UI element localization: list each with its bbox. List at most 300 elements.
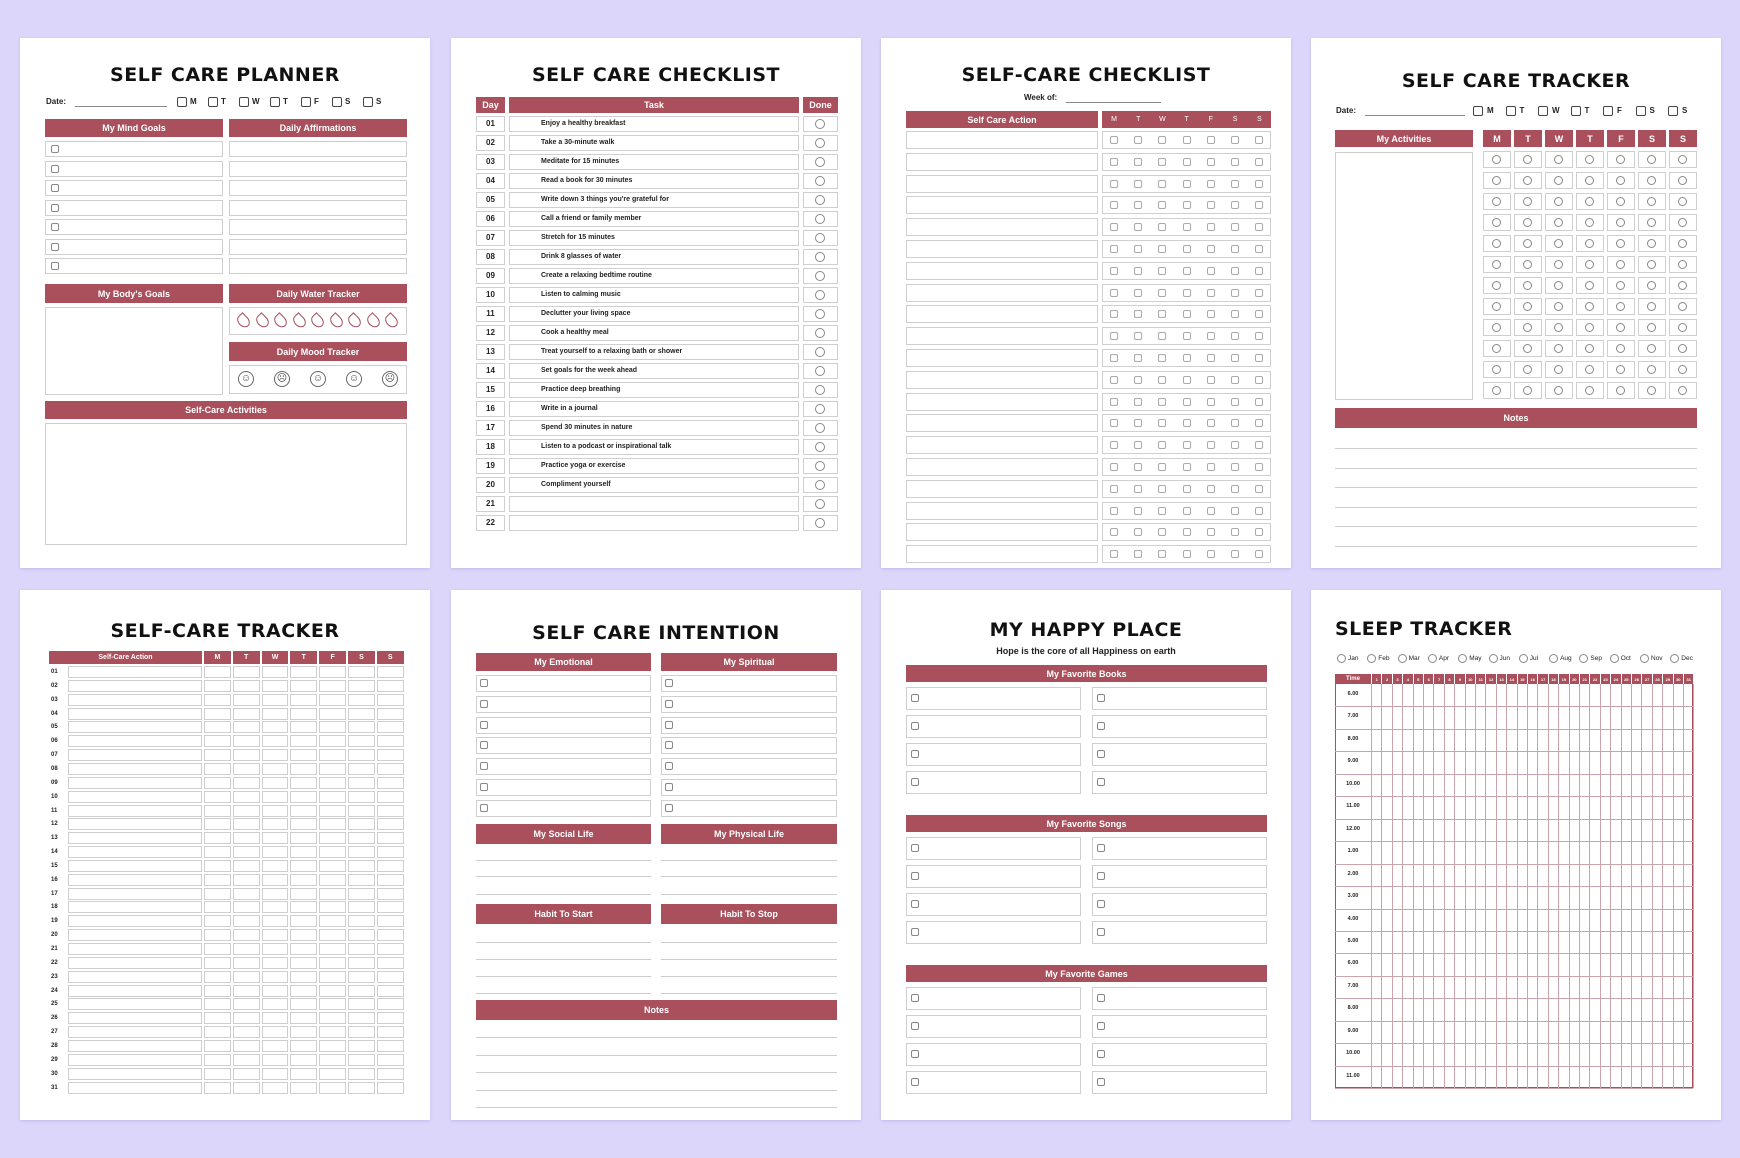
day-cell[interactable] (204, 860, 231, 872)
day-cell[interactable] (262, 1012, 289, 1024)
weekday-checkbox[interactable] (363, 97, 373, 107)
day-cell[interactable] (348, 860, 375, 872)
day-checkbox[interactable] (1134, 419, 1142, 427)
mind-goal-checkbox[interactable] (51, 204, 59, 212)
tracker-checkbox[interactable] (1678, 260, 1687, 269)
day-checkbox[interactable] (1207, 463, 1215, 471)
day-cell[interactable] (319, 1054, 346, 1066)
day-checkbox[interactable] (1255, 180, 1263, 188)
favorite-row[interactable] (906, 1015, 1081, 1038)
action-cell[interactable] (906, 240, 1098, 258)
day-cell[interactable] (233, 998, 260, 1010)
weekday-checkbox[interactable] (1668, 106, 1678, 116)
favorite-checkbox[interactable] (911, 750, 919, 758)
day-cell[interactable] (233, 971, 260, 983)
action-cell[interactable] (906, 175, 1098, 193)
day-cell[interactable] (233, 1082, 260, 1094)
month-radio[interactable] (1367, 654, 1376, 663)
tracker-checkbox[interactable] (1554, 281, 1563, 290)
tracker-checkbox[interactable] (1492, 281, 1501, 290)
spiritual-row[interactable] (661, 758, 837, 775)
action-cell[interactable] (68, 694, 202, 706)
day-cell[interactable] (348, 943, 375, 955)
month-radio[interactable] (1549, 654, 1558, 663)
favorite-row[interactable] (1092, 743, 1267, 766)
done-checkbox[interactable] (815, 157, 825, 167)
day-cell[interactable] (290, 1040, 317, 1052)
day-checkbox[interactable] (1110, 398, 1118, 406)
mind-goal-checkbox[interactable] (51, 184, 59, 192)
day-cell[interactable] (262, 929, 289, 941)
day-checkbox[interactable] (1110, 419, 1118, 427)
day-cell[interactable] (377, 805, 404, 817)
tracker-checkbox[interactable] (1647, 155, 1656, 164)
day-checkbox[interactable] (1134, 180, 1142, 188)
action-cell[interactable] (68, 680, 202, 692)
day-checkbox[interactable] (1158, 289, 1166, 297)
day-cell[interactable] (290, 708, 317, 720)
action-cell[interactable] (68, 901, 202, 913)
day-checkbox[interactable] (1207, 528, 1215, 536)
mind-goal-row[interactable] (45, 141, 223, 157)
action-cell[interactable] (68, 915, 202, 927)
day-cell[interactable] (262, 1082, 289, 1094)
day-cell[interactable] (233, 846, 260, 858)
day-cell[interactable] (348, 901, 375, 913)
month-radio[interactable] (1337, 654, 1346, 663)
day-checkbox[interactable] (1183, 223, 1191, 231)
emotional-checkbox[interactable] (480, 783, 488, 791)
favorite-checkbox[interactable] (911, 694, 919, 702)
day-cell[interactable] (262, 998, 289, 1010)
day-cell[interactable] (377, 1026, 404, 1038)
day-cell[interactable] (262, 860, 289, 872)
day-checkbox[interactable] (1231, 180, 1239, 188)
tracker-checkbox[interactable] (1492, 197, 1501, 206)
day-cell[interactable] (262, 971, 289, 983)
day-checkbox[interactable] (1255, 419, 1263, 427)
tracker-checkbox[interactable] (1554, 176, 1563, 185)
day-cell[interactable] (319, 943, 346, 955)
day-checkbox[interactable] (1183, 289, 1191, 297)
notes-line[interactable] (476, 1037, 837, 1038)
habit-stop-line[interactable] (661, 942, 837, 943)
emotional-checkbox[interactable] (480, 741, 488, 749)
day-checkbox[interactable] (1255, 398, 1263, 406)
day-cell[interactable] (377, 708, 404, 720)
favorite-checkbox[interactable] (911, 872, 919, 880)
mood-face-icon[interactable]: ☺ (238, 371, 254, 387)
mind-goal-checkbox[interactable] (51, 243, 59, 251)
action-cell[interactable] (906, 218, 1098, 236)
tracker-checkbox[interactable] (1585, 155, 1594, 164)
action-cell[interactable] (906, 327, 1098, 345)
physical-line[interactable] (661, 860, 837, 861)
day-cell[interactable] (348, 1082, 375, 1094)
day-cell[interactable] (233, 860, 260, 872)
day-checkbox[interactable] (1183, 267, 1191, 275)
day-checkbox[interactable] (1134, 550, 1142, 558)
social-line[interactable] (476, 894, 651, 895)
action-cell[interactable] (68, 957, 202, 969)
day-checkbox[interactable] (1158, 463, 1166, 471)
day-cell[interactable] (204, 915, 231, 927)
tracker-checkbox[interactable] (1678, 197, 1687, 206)
action-cell[interactable] (68, 763, 202, 775)
day-cell[interactable] (319, 985, 346, 997)
day-checkbox[interactable] (1110, 463, 1118, 471)
emotional-checkbox[interactable] (480, 679, 488, 687)
notes-line[interactable] (1335, 507, 1697, 508)
day-cell[interactable] (233, 985, 260, 997)
day-cell[interactable] (262, 1054, 289, 1066)
day-checkbox[interactable] (1110, 332, 1118, 340)
day-checkbox[interactable] (1183, 354, 1191, 362)
day-checkbox[interactable] (1110, 528, 1118, 536)
day-cell[interactable] (204, 998, 231, 1010)
notes-line[interactable] (1335, 546, 1697, 547)
tracker-checkbox[interactable] (1647, 197, 1656, 206)
day-cell[interactable] (319, 777, 346, 789)
tracker-checkbox[interactable] (1678, 386, 1687, 395)
day-checkbox[interactable] (1183, 419, 1191, 427)
action-cell[interactable] (68, 1040, 202, 1052)
action-cell[interactable] (68, 971, 202, 983)
action-cell[interactable] (68, 818, 202, 830)
favorite-row[interactable] (906, 1071, 1081, 1094)
day-cell[interactable] (348, 721, 375, 733)
day-checkbox[interactable] (1183, 332, 1191, 340)
spiritual-row[interactable] (661, 696, 837, 713)
favorite-checkbox[interactable] (911, 1022, 919, 1030)
day-checkbox[interactable] (1207, 376, 1215, 384)
day-checkbox[interactable] (1207, 310, 1215, 318)
day-checkbox[interactable] (1158, 267, 1166, 275)
day-checkbox[interactable] (1134, 136, 1142, 144)
day-checkbox[interactable] (1158, 245, 1166, 253)
day-cell[interactable] (262, 1026, 289, 1038)
weekday-checkbox[interactable] (270, 97, 280, 107)
day-checkbox[interactable] (1231, 136, 1239, 144)
day-cell[interactable] (262, 846, 289, 858)
tracker-checkbox[interactable] (1554, 344, 1563, 353)
day-cell[interactable] (319, 1068, 346, 1080)
day-checkbox[interactable] (1134, 267, 1142, 275)
day-cell[interactable] (377, 971, 404, 983)
action-cell[interactable] (906, 436, 1098, 454)
favorite-row[interactable] (906, 715, 1081, 738)
day-checkbox[interactable] (1134, 354, 1142, 362)
affirmation-row[interactable] (229, 219, 407, 235)
day-cell[interactable] (348, 998, 375, 1010)
favorite-checkbox[interactable] (1097, 1022, 1105, 1030)
day-checkbox[interactable] (1231, 201, 1239, 209)
day-cell[interactable] (348, 846, 375, 858)
day-checkbox[interactable] (1255, 310, 1263, 318)
physical-line[interactable] (661, 876, 837, 877)
habit-stop-line[interactable] (661, 976, 837, 977)
habit-start-line[interactable] (476, 959, 651, 960)
done-checkbox[interactable] (815, 252, 825, 262)
done-checkbox[interactable] (815, 423, 825, 433)
day-checkbox[interactable] (1255, 354, 1263, 362)
mind-goal-row[interactable] (45, 239, 223, 255)
tracker-checkbox[interactable] (1678, 176, 1687, 185)
activities-box[interactable] (1335, 152, 1473, 400)
day-cell[interactable] (290, 818, 317, 830)
day-cell[interactable] (262, 915, 289, 927)
tracker-checkbox[interactable] (1678, 155, 1687, 164)
tracker-checkbox[interactable] (1585, 260, 1594, 269)
done-checkbox[interactable] (815, 138, 825, 148)
day-cell[interactable] (204, 749, 231, 761)
day-cell[interactable] (204, 1040, 231, 1052)
day-checkbox[interactable] (1158, 419, 1166, 427)
favorite-row[interactable] (906, 771, 1081, 794)
favorite-row[interactable] (1092, 771, 1267, 794)
day-checkbox[interactable] (1231, 507, 1239, 515)
day-cell[interactable] (233, 818, 260, 830)
day-checkbox[interactable] (1255, 507, 1263, 515)
day-cell[interactable] (204, 805, 231, 817)
day-cell[interactable] (377, 1068, 404, 1080)
day-checkbox[interactable] (1231, 376, 1239, 384)
day-cell[interactable] (377, 888, 404, 900)
tracker-checkbox[interactable] (1647, 176, 1656, 185)
action-cell[interactable] (906, 349, 1098, 367)
action-cell[interactable] (906, 502, 1098, 520)
day-cell[interactable] (290, 832, 317, 844)
spiritual-checkbox[interactable] (665, 741, 673, 749)
tracker-checkbox[interactable] (1523, 323, 1532, 332)
action-cell[interactable] (906, 196, 1098, 214)
day-cell[interactable] (262, 1040, 289, 1052)
day-checkbox[interactable] (1231, 289, 1239, 297)
day-checkbox[interactable] (1207, 158, 1215, 166)
day-cell[interactable] (348, 1012, 375, 1024)
favorite-row[interactable] (1092, 865, 1267, 888)
day-checkbox[interactable] (1110, 158, 1118, 166)
day-checkbox[interactable] (1255, 223, 1263, 231)
month-radio[interactable] (1428, 654, 1437, 663)
day-checkbox[interactable] (1183, 158, 1191, 166)
affirmation-row[interactable] (229, 239, 407, 255)
day-checkbox[interactable] (1134, 223, 1142, 231)
tracker-checkbox[interactable] (1523, 176, 1532, 185)
emotional-row[interactable] (476, 696, 651, 713)
day-cell[interactable] (204, 1082, 231, 1094)
day-checkbox[interactable] (1231, 245, 1239, 253)
day-checkbox[interactable] (1158, 528, 1166, 536)
emotional-row[interactable] (476, 779, 651, 796)
day-checkbox[interactable] (1207, 398, 1215, 406)
action-cell[interactable] (68, 943, 202, 955)
day-cell[interactable] (233, 708, 260, 720)
day-cell[interactable] (319, 735, 346, 747)
day-cell[interactable] (262, 666, 289, 678)
done-checkbox[interactable] (815, 385, 825, 395)
day-cell[interactable] (233, 680, 260, 692)
day-cell[interactable] (204, 832, 231, 844)
day-cell[interactable] (262, 957, 289, 969)
day-checkbox[interactable] (1134, 310, 1142, 318)
habit-stop-line[interactable] (661, 993, 837, 994)
day-checkbox[interactable] (1255, 485, 1263, 493)
tracker-checkbox[interactable] (1585, 344, 1594, 353)
day-checkbox[interactable] (1110, 136, 1118, 144)
day-checkbox[interactable] (1207, 419, 1215, 427)
day-cell[interactable] (319, 818, 346, 830)
action-cell[interactable] (906, 153, 1098, 171)
habit-start-line[interactable] (476, 942, 651, 943)
month-radio[interactable] (1610, 654, 1619, 663)
done-checkbox[interactable] (815, 518, 825, 528)
tracker-checkbox[interactable] (1647, 302, 1656, 311)
action-cell[interactable] (906, 458, 1098, 476)
favorite-checkbox[interactable] (911, 778, 919, 786)
done-checkbox[interactable] (815, 290, 825, 300)
emotional-row[interactable] (476, 717, 651, 734)
emotional-checkbox[interactable] (480, 762, 488, 770)
month-radio[interactable] (1489, 654, 1498, 663)
day-cell[interactable] (204, 791, 231, 803)
day-cell[interactable] (290, 694, 317, 706)
favorite-checkbox[interactable] (1097, 1078, 1105, 1086)
tracker-checkbox[interactable] (1523, 155, 1532, 164)
day-cell[interactable] (262, 805, 289, 817)
done-checkbox[interactable] (815, 214, 825, 224)
action-cell[interactable] (68, 860, 202, 872)
favorite-checkbox[interactable] (911, 722, 919, 730)
done-checkbox[interactable] (815, 347, 825, 357)
favorite-checkbox[interactable] (1097, 994, 1105, 1002)
favorite-row[interactable] (1092, 1071, 1267, 1094)
day-checkbox[interactable] (1158, 332, 1166, 340)
affirmation-row[interactable] (229, 258, 407, 274)
tracker-checkbox[interactable] (1554, 323, 1563, 332)
favorite-row[interactable] (906, 687, 1081, 710)
day-checkbox[interactable] (1255, 550, 1263, 558)
weekday-checkbox[interactable] (301, 97, 311, 107)
day-cell[interactable] (377, 666, 404, 678)
day-checkbox[interactable] (1255, 245, 1263, 253)
day-cell[interactable] (233, 1068, 260, 1080)
action-cell[interactable] (68, 1082, 202, 1094)
day-cell[interactable] (377, 791, 404, 803)
day-checkbox[interactable] (1134, 332, 1142, 340)
day-cell[interactable] (233, 805, 260, 817)
day-cell[interactable] (319, 901, 346, 913)
day-cell[interactable] (319, 749, 346, 761)
tracker-checkbox[interactable] (1678, 302, 1687, 311)
tracker-checkbox[interactable] (1647, 218, 1656, 227)
day-checkbox[interactable] (1134, 485, 1142, 493)
day-cell[interactable] (319, 708, 346, 720)
day-cell[interactable] (262, 763, 289, 775)
day-checkbox[interactable] (1134, 289, 1142, 297)
action-cell[interactable] (906, 305, 1098, 323)
favorite-checkbox[interactable] (1097, 750, 1105, 758)
day-checkbox[interactable] (1231, 267, 1239, 275)
day-cell[interactable] (377, 1082, 404, 1094)
day-checkbox[interactable] (1110, 507, 1118, 515)
tracker-checkbox[interactable] (1492, 176, 1501, 185)
tracker-checkbox[interactable] (1492, 386, 1501, 395)
emotional-row[interactable] (476, 737, 651, 754)
day-cell[interactable] (233, 735, 260, 747)
tracker-checkbox[interactable] (1678, 323, 1687, 332)
emotional-row[interactable] (476, 675, 651, 692)
day-cell[interactable] (290, 915, 317, 927)
day-cell[interactable] (262, 818, 289, 830)
action-cell[interactable] (906, 262, 1098, 280)
action-cell[interactable] (68, 832, 202, 844)
spiritual-checkbox[interactable] (665, 783, 673, 791)
day-cell[interactable] (290, 985, 317, 997)
day-checkbox[interactable] (1231, 528, 1239, 536)
favorite-checkbox[interactable] (911, 928, 919, 936)
tracker-checkbox[interactable] (1616, 197, 1625, 206)
day-cell[interactable] (290, 901, 317, 913)
day-cell[interactable] (319, 1082, 346, 1094)
day-checkbox[interactable] (1207, 507, 1215, 515)
weekday-checkbox[interactable] (1571, 106, 1581, 116)
action-cell[interactable] (68, 1054, 202, 1066)
tracker-checkbox[interactable] (1492, 344, 1501, 353)
mind-goal-row[interactable] (45, 161, 223, 177)
weekday-checkbox[interactable] (208, 97, 218, 107)
day-cell[interactable] (290, 1082, 317, 1094)
action-cell[interactable] (68, 805, 202, 817)
day-checkbox[interactable] (1134, 158, 1142, 166)
tracker-checkbox[interactable] (1585, 302, 1594, 311)
action-cell[interactable] (906, 414, 1098, 432)
day-cell[interactable] (204, 971, 231, 983)
tracker-checkbox[interactable] (1647, 344, 1656, 353)
month-radio[interactable] (1458, 654, 1467, 663)
day-cell[interactable] (348, 735, 375, 747)
day-cell[interactable] (290, 957, 317, 969)
day-cell[interactable] (319, 929, 346, 941)
tracker-checkbox[interactable] (1554, 386, 1563, 395)
favorite-checkbox[interactable] (911, 1078, 919, 1086)
month-radio[interactable] (1519, 654, 1528, 663)
day-cell[interactable] (204, 1026, 231, 1038)
weekday-checkbox[interactable] (1636, 106, 1646, 116)
tracker-checkbox[interactable] (1616, 302, 1625, 311)
favorite-row[interactable] (906, 865, 1081, 888)
day-cell[interactable] (290, 860, 317, 872)
day-cell[interactable] (290, 929, 317, 941)
day-cell[interactable] (290, 1012, 317, 1024)
tracker-checkbox[interactable] (1616, 239, 1625, 248)
day-checkbox[interactable] (1110, 245, 1118, 253)
tracker-checkbox[interactable] (1678, 281, 1687, 290)
day-cell[interactable] (204, 708, 231, 720)
day-checkbox[interactable] (1255, 332, 1263, 340)
favorite-checkbox[interactable] (1097, 872, 1105, 880)
day-checkbox[interactable] (1134, 528, 1142, 536)
habit-stop-line[interactable] (661, 959, 837, 960)
tracker-checkbox[interactable] (1647, 281, 1656, 290)
mood-face-icon[interactable]: ☺ (310, 371, 326, 387)
action-cell[interactable] (906, 523, 1098, 541)
day-checkbox[interactable] (1158, 201, 1166, 209)
day-cell[interactable] (262, 791, 289, 803)
day-checkbox[interactable] (1183, 485, 1191, 493)
favorite-row[interactable] (1092, 1043, 1267, 1066)
day-checkbox[interactable] (1158, 441, 1166, 449)
